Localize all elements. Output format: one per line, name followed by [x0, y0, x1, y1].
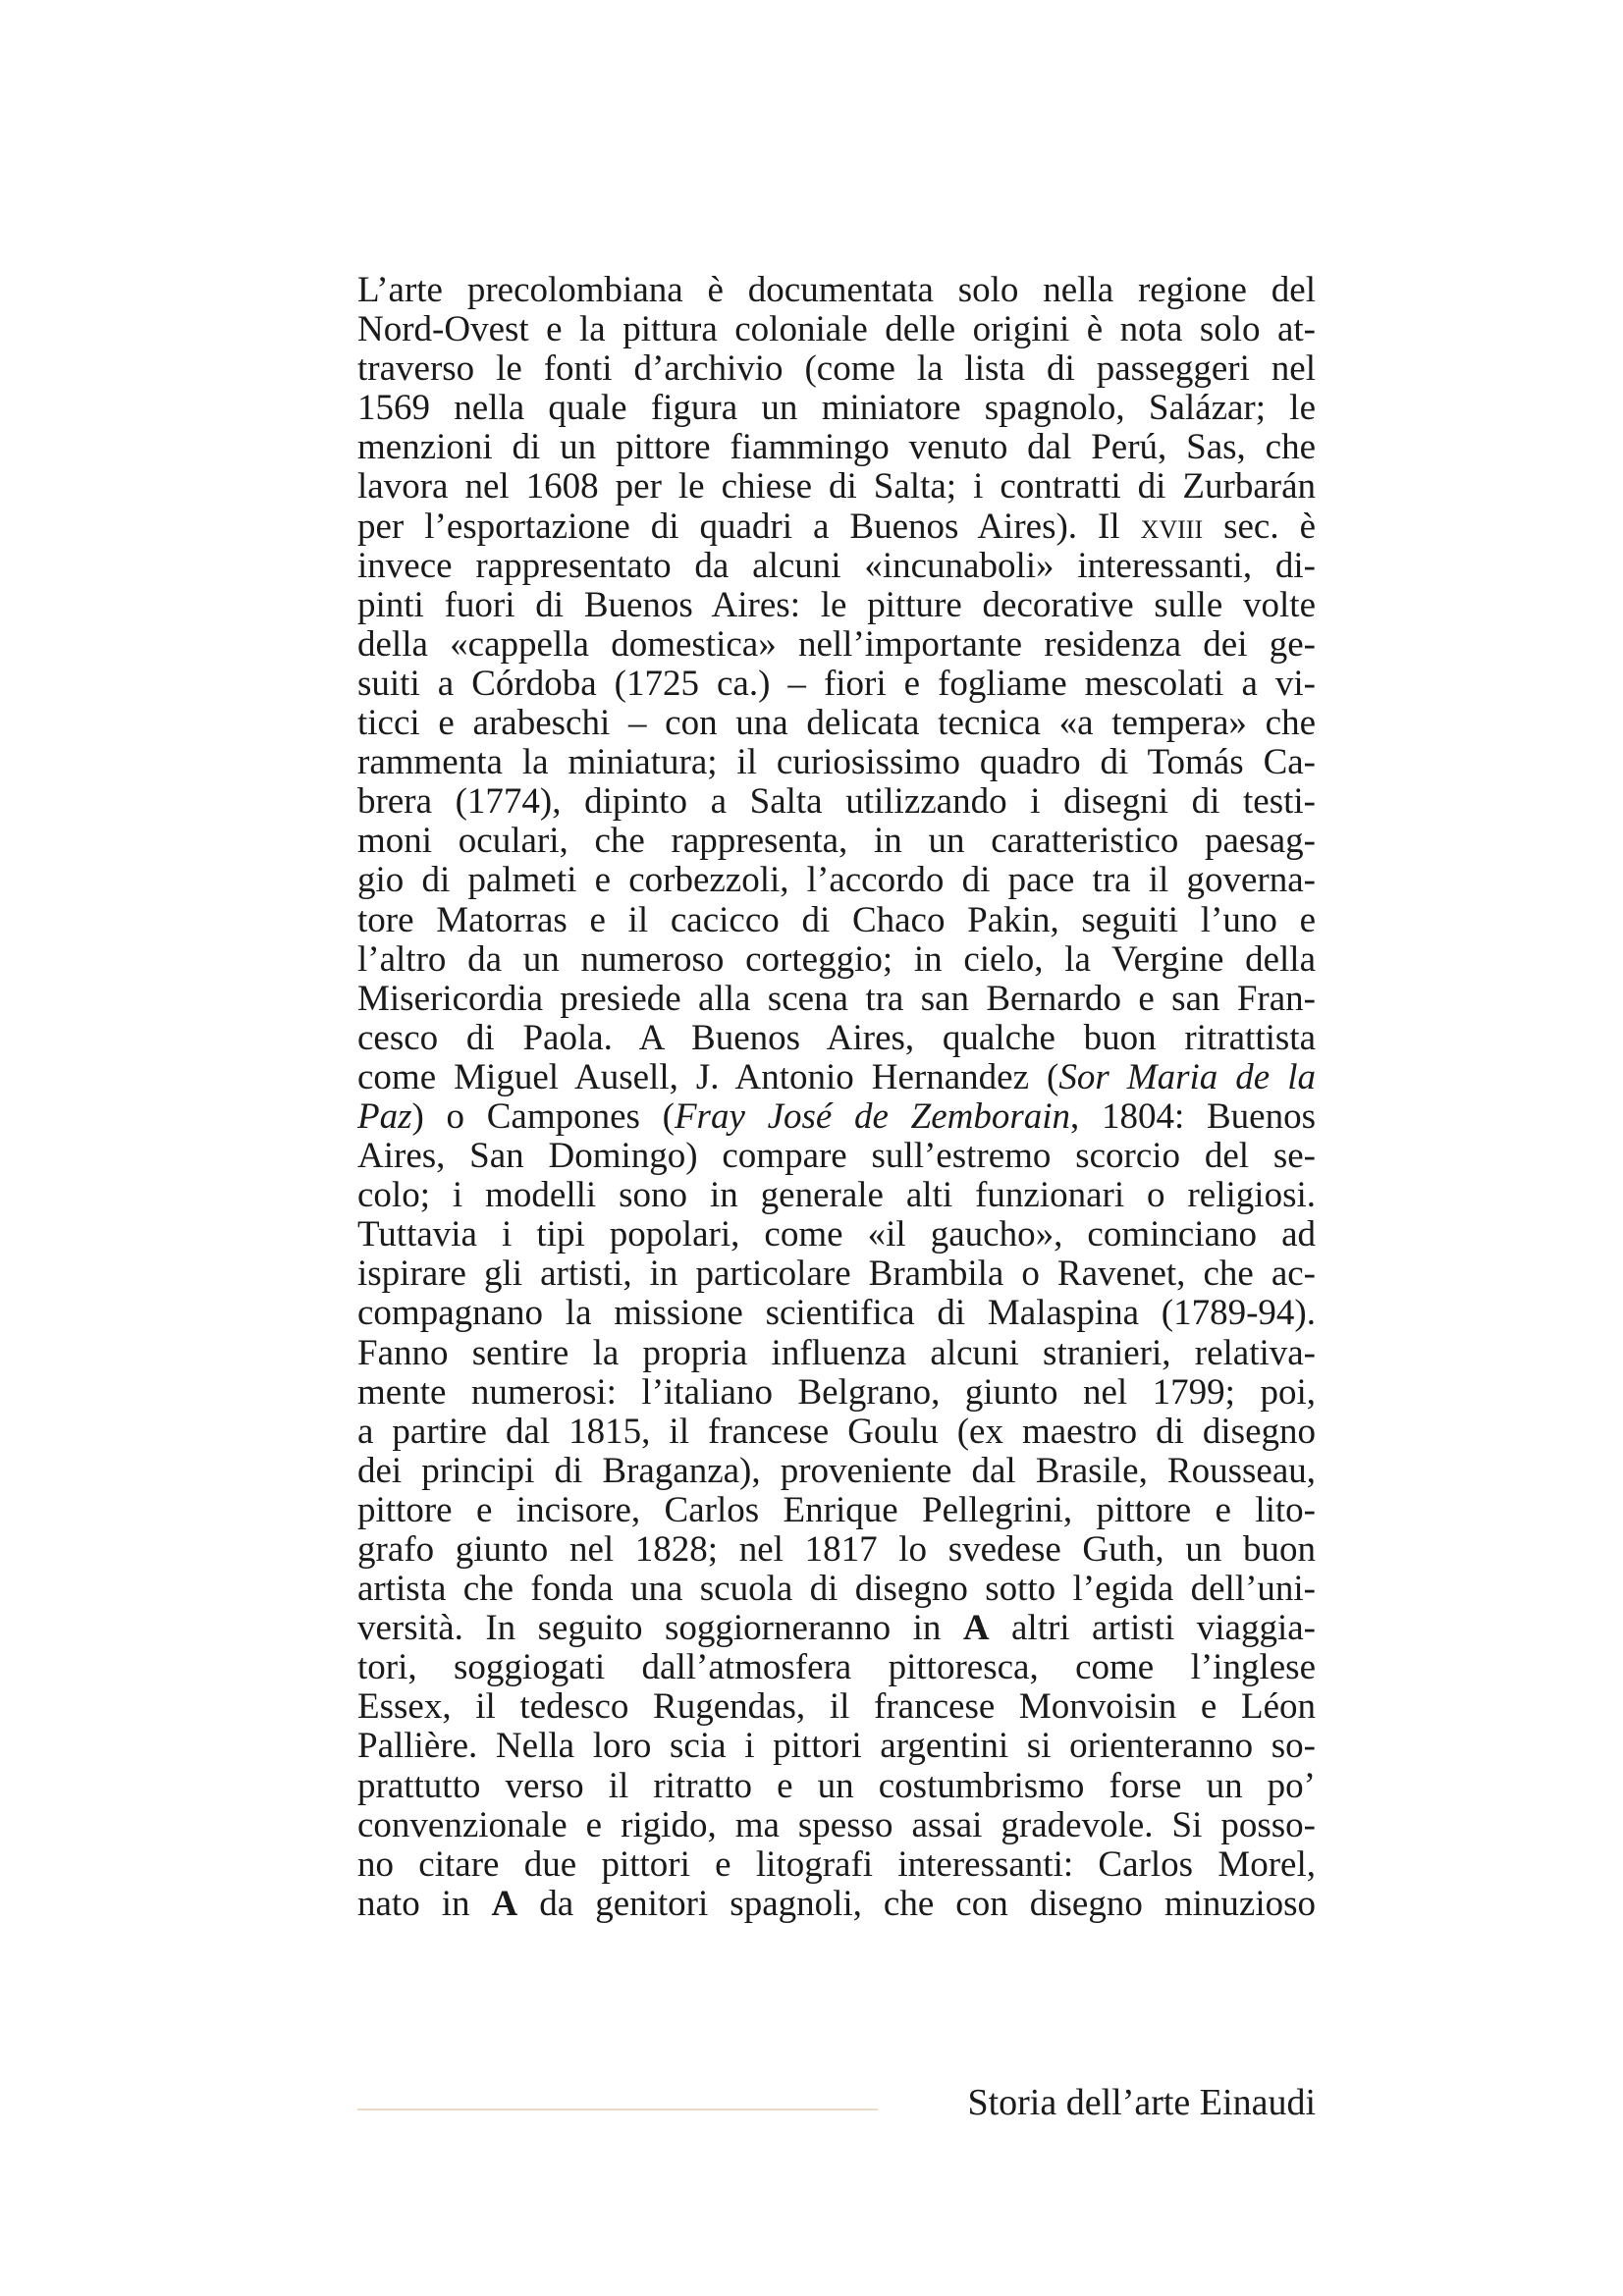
- text-line: come Miguel Ausell, J. Antonio Hernandez (Sor Maria de la: [357, 1057, 1316, 1097]
- text-line: rammenta la miniatura; il curiosissimo quadro di Tomás Ca-: [357, 743, 1316, 783]
- text-line: pittore e incisore, Carlos Enrique Pellegrini, pittore e lito-: [357, 1490, 1316, 1530]
- entry-abbreviation: A: [962, 1609, 990, 1649]
- text-line: moni oculari, che rappresenta, in un caratteristico paesag-: [357, 822, 1316, 862]
- text-line: ispirare gli artisti, in particolare Brambila o Ravenet, che ac-: [357, 1255, 1316, 1295]
- text-line: artista che fonda una scuola di disegno sotto l’egida dell’uni-: [357, 1570, 1316, 1610]
- text-line: convenzionale e rigido, ma spesso assai gradevole. Si posso-: [357, 1805, 1316, 1845]
- body-text: [357, 271, 1316, 1924]
- text-line: dei principi di Braganza), proveniente dal Brasile, Rousseau,: [357, 1451, 1316, 1491]
- text-line: colo; i modelli sono in generale alti funzionari o religiosi.: [357, 1176, 1316, 1216]
- artwork-title: Sor Maria de la: [1058, 1057, 1316, 1097]
- text-line: traverso le fonti d’archivio (come la lista di passeggeri nel: [357, 349, 1316, 390]
- entry-abbreviation: A: [491, 1884, 518, 1924]
- text-line: tore Matorras e il cacicco di Chaco Pakin, seguiti l’uno e: [357, 900, 1316, 940]
- artwork-title: Paz: [357, 1096, 412, 1137]
- text-line: Aires, San Domingo) compare sull’estremo scorcio del se-: [357, 1137, 1316, 1177]
- text-line: grafo giunto nel 1828; nel 1817 lo svedese Guth, un buon: [357, 1530, 1316, 1570]
- text-line: L’arte precolombiana è documentata solo nella regione del: [357, 271, 1316, 310]
- text-line: l’altro da un numeroso corteggio; in cielo, la Vergine della: [357, 939, 1316, 980]
- text-line: Pallière. Nella loro scia i pittori argentini si orienteranno so-: [357, 1727, 1316, 1767]
- artwork-title: Fray José de Zemborain: [674, 1096, 1071, 1137]
- text-line: menzioni di un pittore fiammingo venuto dal Perú, Sas, che: [357, 428, 1316, 468]
- text-line: prattutto verso il ritratto e un costumbrismo forse un po’: [357, 1766, 1316, 1806]
- text-line: Fanno sentire la propria influenza alcuni stranieri, relativa-: [357, 1333, 1316, 1373]
- text-line: Paz) o Campones (Fray José de Zemborain, 1804: Buenos: [357, 1096, 1316, 1137]
- footer-rule: [357, 2109, 878, 2110]
- text-line: per l’esportazione di quadri a Buenos Aires). Il xviii sec. è: [357, 507, 1316, 547]
- text-line: 1569 nella quale figura un miniatore spagnolo, Salázar; le: [357, 389, 1316, 429]
- text-line: invece rappresentato da alcuni «incunaboli» interessanti, di-: [357, 546, 1316, 586]
- text-line: gio di palmeti e corbezzoli, l’accordo di pace tra il governa-: [357, 861, 1316, 901]
- text-line: Essex, il tedesco Rugendas, il francese Monvoisin e Léon: [357, 1687, 1316, 1728]
- text-line: a partire dal 1815, il francese Goulu (ex maestro di disegno: [357, 1412, 1316, 1452]
- footer-title: Storia dell’arte Einaudi: [967, 2082, 1316, 2123]
- text-line: ticci e arabeschi – con una delicata tecnica «a tempera» che: [357, 704, 1316, 744]
- page-footer: [357, 2079, 1316, 2128]
- text-line: no citare due pittori e litografi interessanti: Carlos Morel,: [357, 1844, 1316, 1885]
- text-line: versità. In seguito soggiorneranno in A altri artisti viaggia-: [357, 1609, 1316, 1649]
- text-line: lavora nel 1608 per le chiese di Salta; i contratti di Zurbarán: [357, 467, 1316, 507]
- text-line: suiti a Córdoba (1725 ca.) – fiori e fogliame mescolati a vi-: [357, 664, 1316, 704]
- text-line: nato in A da genitori spagnoli, che con disegno minuzioso: [357, 1884, 1316, 1924]
- text-line: Nord-Ovest e la pittura coloniale delle origini è nota solo at-: [357, 310, 1316, 350]
- roman-numeral: xviii: [1140, 507, 1204, 547]
- text-line: Misericordia presiede alla scena tra san Bernardo e san Fran-: [357, 979, 1316, 1019]
- text-line: cesco di Paola. A Buenos Aires, qualche buon ritrattista: [357, 1018, 1316, 1058]
- text-line: tori, soggiogati dall’atmosfera pittoresca, come l’inglese: [357, 1648, 1316, 1688]
- text-line: compagnano la missione scientifica di Malaspina (1789-94).: [357, 1294, 1316, 1334]
- text-line: pinti fuori di Buenos Aires: le pitture decorative sulle volte: [357, 585, 1316, 625]
- text-line: brera (1774), dipinto a Salta utilizzando i disegni di testi-: [357, 782, 1316, 823]
- text-line: della «cappella domestica» nell’importante residenza dei ge-: [357, 624, 1316, 665]
- text-line: mente numerosi: l’italiano Belgrano, giunto nel 1799; poi,: [357, 1372, 1316, 1413]
- text-line: Tuttavia i tipi popolari, come «il gaucho», cominciano ad: [357, 1215, 1316, 1255]
